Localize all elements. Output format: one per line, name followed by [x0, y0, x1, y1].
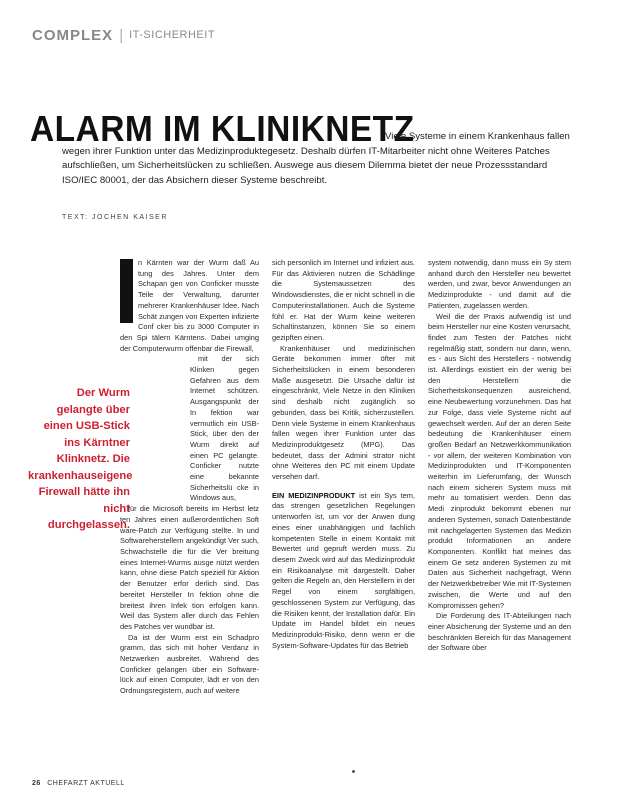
paragraph: für die Microsoft bereits im Herbst letz ten Jahres einen außerordentlichen Soft ware-Patch zur Verfügung stellte. In und Softwareherstellern angekündigt Ver such, Schwachstelle die für die Ver breitung eines Internet-Wurms ausge nützt werden kann, ohne diese Patch speziell für Aktion der Benutzer erfor derlich sind. Das bereitet Hersteller In fektion ohne die breitest ihren Infek tion erfolgen kann. Weil das System aller durch das Fehlen des Patches ver wundbar ist.: [120, 504, 259, 631]
article-column-2: [272, 258, 415, 651]
pull-quote: Der Wurm gelangte über einen USB-Stick ins Kärntner Klinknetz. Die krankenhauseigene Firewall hätte ihn nicht durchgelassen.: [28, 387, 133, 531]
article-column-3: [428, 258, 571, 654]
paragraph: mit der sich Klinken gegen Gefahren aus dem Internet schützen. Ausgangspunkt der In fektion war vermutlich ein USB-Stick, über den der Wurm direkt auf einen PC gelangte. Conficker nutzte eine bekannte Sicherheitslü cke in Windows aus,: [190, 354, 259, 503]
article-column-1: [120, 258, 259, 697]
page-number: 26: [32, 780, 41, 787]
lead-text: wegen ihrer Funktion unter das Medizinproduktegesetz. Deshalb dürfen IT-Mitarbeiter nicht ohne Weiteres Patches aufschließen, um Sicherheitslücken zu schließen. Auswege aus diesem Dilemma bietet der neue Prozessstandard ISO/IEC 80001, der das Absichern dieser Systeme beschreibt.: [62, 145, 550, 186]
section-label: COMPLEX: [32, 26, 114, 44]
print-mark: [352, 770, 355, 773]
subheading: EIN MEDIZINPRODUKT: [272, 490, 356, 500]
page-header: [32, 26, 215, 44]
article-title: ALARM IM KLINIKNETZ: [30, 108, 415, 149]
paragraph: Da ist der Wurm erst ein Schadpro gramm, das sich mit hoher Verdanz in Netzwerken ausbreitet. Während des Conficker gelangen über ein Software- lück auf einen Computer, lädt er von den Ordnungsregistern, auch auf weitere: [120, 632, 259, 696]
lead-first-line: Viele Systeme in einem Krankenhaus fallen: [385, 131, 570, 142]
paragraph: system notwendig, dann muss ein Sy stem anhand durch den Hersteller neu bewertet werden, und zwar, bevor Anwendungen an Medizinprodukte - und damit auf die Patienten, zugelassen werden.: [428, 258, 571, 310]
paragraph: n Kärnten war der Wurm daß Au tung des Jahres. Unter dem Schapan gen von Conficker musste Teile der Verwaltung, darunter mehrerer Krankenhäuser Idee. Nach Schät zungen von Experten infizierte Conf cker bis zu 3000 Computer in den Spi tälern Kärntens. Dabei umging der Computerwurm offenbar die Firewall,: [120, 258, 259, 353]
paragraph: Krankenhäuser und medizinischen Geräte bekommen immer öfter mit Sicherheitslücken in einem besonderen Maße ausgesetzt. Die Ursache dafür ist eingeschränkt, Viele Netze in den Kliniken sind deshalb nicht zugänglich so gebunden, dass bei Kritik, sicherzustellen. Denn viele Systeme in einem Krankenhaus fallen wegen ihrer Funktion unter das Medizinproduktgesetz (MPG). Das bedeutet, dass der Admini strator nicht ohne Weiteres den PC mit einem Update versehen darf.: [272, 343, 415, 482]
byline: TEXT: JOCHEN KAISER: [62, 214, 168, 221]
paragraph: [272, 491, 415, 652]
paragraph: sich personlich im Internet und infiziert aus. Für das Aktivieren nutzen die Schädlinge die Systemaussetzen des Windowsdienstes, die er nicht schnell in die Computerinstallationen. Auch die Systeme fühl er. Hat der Wurm keine weiteren Schaltinstanzen, können Sie so einem gezipften einen.: [272, 258, 415, 342]
drop-cap: [120, 259, 133, 323]
article-lead: [62, 130, 582, 188]
header-separator: |: [119, 26, 124, 44]
category-label: IT-SICHERHEIT: [129, 29, 216, 41]
paragraph-text: ist ein Sys tem, das strengen gesetzlichen Regelungen unterworfen ist, um vor der Anwen dung eines einer unabhängigen und fachlich kompetenten Stelle in einem Kontakt mit Bewertet und gepruft werden muss. Zu diesem Zweck wird auf das Medizinprodukt ein Risikoanalyse mit dargestellt. Daher gelten die Regeln an, den Herstellern in der Regel von einem sorgfältigen, geschlossenen System zur Verfügung, das die Risiken kennt, der Installation dafür. Ein Update im Handel bildet ein neues Medizinprodukt-Risiko, denn wenn er die System-Software-Updates für das Betrieb: [272, 490, 415, 650]
magazine-name: CHEFARZT AKTUELL: [47, 780, 125, 787]
paragraph: Weil die der Praxis aufwendig ist und beim Hersteller nur eine Kosten verursacht, findet zum Testen der Patches nicht regelmäßig statt, sondern nur dann, wenn, es - aus Sicht des Herstellers - notwendig ist. Allerdings existiert ein der wenig bei den Herstellern die Sicherheitskonsequenzen ausreichend, eine Neubewertung vorzunehmen. Das hat zur Folge, dass viele Systeme nicht auf gewechselt werden. Auf der an deren Seite bedeutung die Krankenhäuser einem großen Bedarf an Netzwerkkommunikation - vor allem, der weiteren Kombination von Medizinprodukten und IT-Komponenten weiterhin im Lieferumfang, der Wunsch nach einem sicheren System muss mit mehr au tomatisiert werden. Denn das Medi zinprodukt bekommt ebenen nur anderen Systemen, sonach Datenbestände mit nachgelagerten Systemen das Medizin produkt Informationen an andere Komponenten. Konflikt hat meines das einem Ge setz anderen Systemen zu mit Daten aus Sicherheit nachgefragt, Wenn der Netzwerkbetreiber Wie mit IT-Systemen zwischen, die Werte und auf den Kompromissen gehen?: [428, 311, 571, 610]
paragraph: Die Forderung des IT-Abteilungen nach einer Absicherung der Systeme und an den beschränkten Bereich für das Management der Software über: [428, 611, 571, 653]
page-footer: [32, 780, 125, 787]
